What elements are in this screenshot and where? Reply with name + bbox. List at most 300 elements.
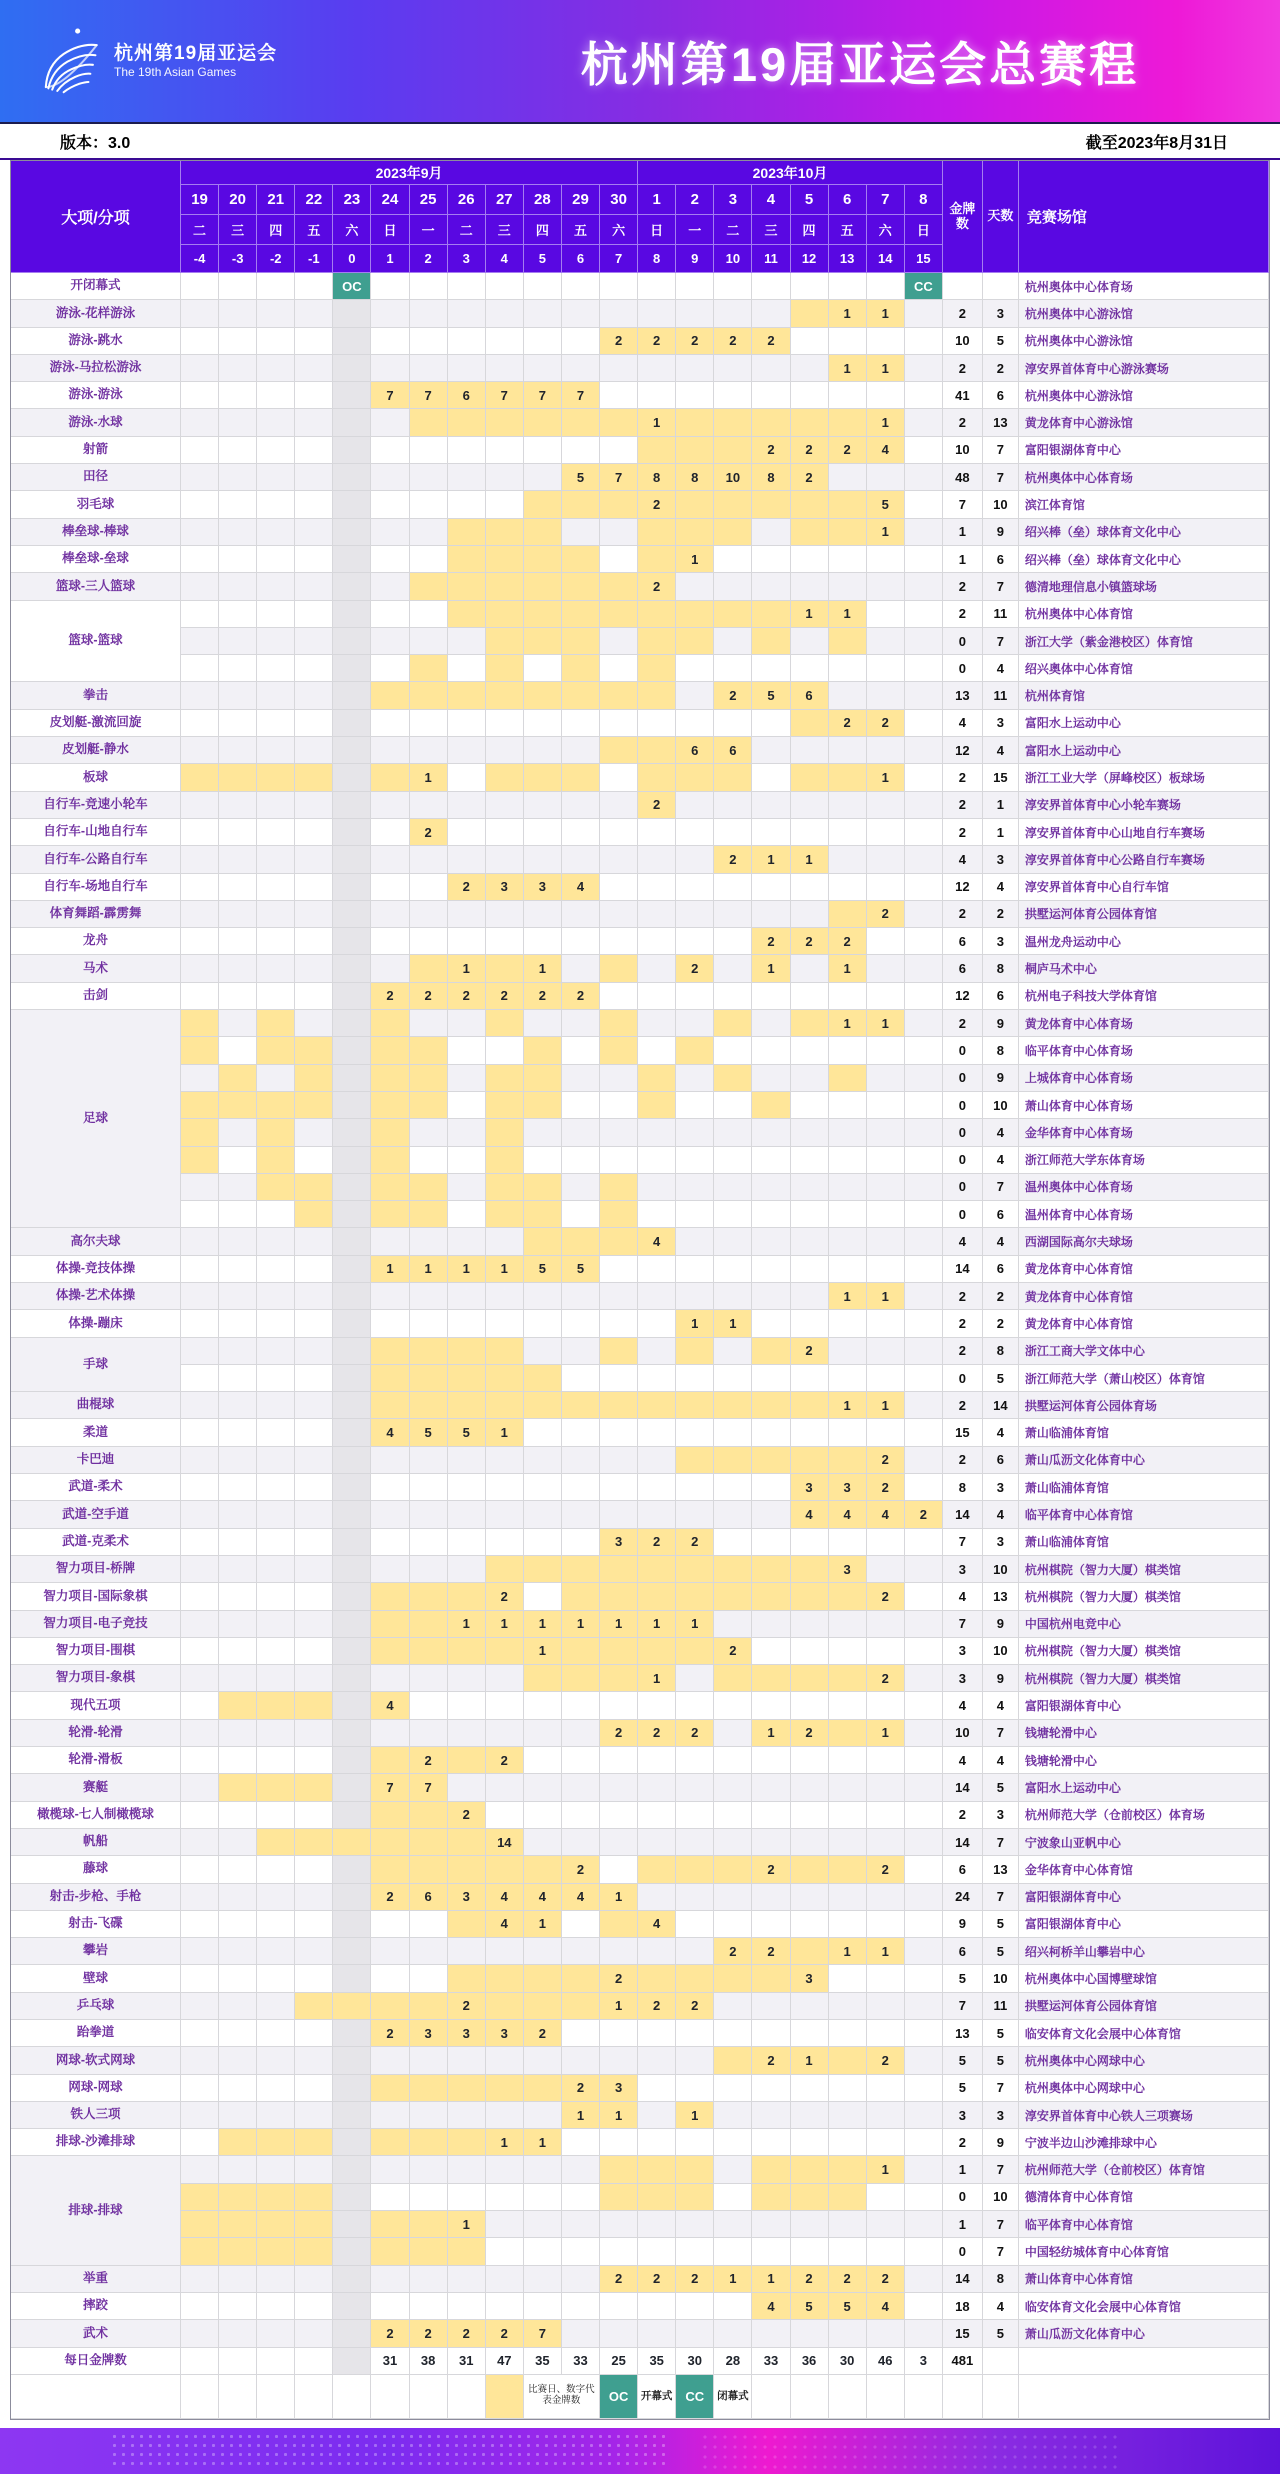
days-count-cell: 9 — [983, 2129, 1019, 2156]
schedule-cell — [371, 355, 409, 382]
schedule-cell — [486, 2184, 524, 2211]
row-label: 马术 — [11, 955, 181, 982]
schedule-cell — [371, 737, 409, 764]
schedule-cell — [448, 2238, 486, 2265]
row-label: 帆船 — [11, 1829, 181, 1856]
schedule-cell — [181, 792, 219, 819]
schedule-cell — [295, 1119, 333, 1146]
schedule-cell — [448, 792, 486, 819]
schedule-cell — [295, 1365, 333, 1392]
logo-block — [38, 26, 388, 96]
schedule-cell — [867, 1092, 905, 1119]
schedule-cell — [600, 1556, 638, 1583]
schedule-cell — [791, 519, 829, 546]
schedule-cell: 2 — [714, 1938, 752, 1965]
days-count-cell: 7 — [983, 1720, 1019, 1747]
gold-count-cell: 0 — [943, 1174, 983, 1201]
schedule-cell — [410, 1338, 448, 1365]
days-count-cell — [983, 273, 1019, 300]
schedule-cell: 2 — [791, 464, 829, 491]
schedule-cell: 5 — [524, 1256, 562, 1283]
schedule-cell — [752, 1965, 790, 1992]
days-count-cell: 3 — [983, 710, 1019, 737]
gold-count-cell: 10 — [943, 1720, 983, 1747]
schedule-cell — [905, 1338, 943, 1365]
schedule-cell — [524, 273, 562, 300]
schedule-cell — [829, 464, 867, 491]
schedule-cell — [371, 1010, 409, 1037]
schedule-cell — [562, 437, 600, 464]
schedule-cell — [905, 2211, 943, 2238]
venue-cell: 黄龙体育中心体育馆 — [1019, 1283, 1269, 1310]
schedule-cell — [181, 1583, 219, 1610]
gold-count-cell: 18 — [943, 2293, 983, 2320]
schedule-cell — [752, 1092, 790, 1119]
schedule-cell: 6 — [410, 1884, 448, 1911]
schedule-cell: 1 — [448, 1611, 486, 1638]
days-count-cell — [983, 2348, 1019, 2375]
schedule-cell — [752, 1638, 790, 1665]
schedule-cell — [219, 1037, 257, 1064]
schedule-cell — [600, 1392, 638, 1419]
schedule-cell: 2 — [600, 1720, 638, 1747]
schedule-cell: 2 — [448, 874, 486, 901]
schedule-cell — [562, 628, 600, 655]
schedule-cell — [600, 1938, 638, 1965]
schedule-cell — [333, 382, 371, 409]
legend-empty — [371, 2375, 409, 2419]
schedule-cell — [219, 573, 257, 600]
schedule-cell — [752, 1201, 790, 1228]
schedule-cell — [333, 601, 371, 628]
schedule-cell — [562, 1037, 600, 1064]
schedule-cell — [676, 2184, 714, 2211]
schedule-cell — [562, 955, 600, 982]
weekday-header: 日 — [638, 215, 676, 245]
schedule-cell — [219, 846, 257, 873]
schedule-cell — [714, 983, 752, 1010]
days-count-cell: 4 — [983, 2293, 1019, 2320]
schedule-cell: 1 — [486, 1611, 524, 1638]
schedule-cell — [486, 1228, 524, 1255]
schedule-cell — [829, 1256, 867, 1283]
row-label: 轮滑-滑板 — [11, 1747, 181, 1774]
schedule-cell — [486, 792, 524, 819]
schedule-cell — [333, 955, 371, 982]
gold-count-cell: 3 — [943, 2102, 983, 2129]
schedule-cell — [448, 1010, 486, 1037]
schedule-cell: 5 — [867, 491, 905, 518]
schedule-cell — [600, 1092, 638, 1119]
schedule-cell — [219, 1338, 257, 1365]
schedule-cell — [295, 2266, 333, 2293]
schedule-cell — [181, 519, 219, 546]
schedule-cell — [181, 1392, 219, 1419]
date-header: 6 — [829, 185, 867, 215]
schedule-cell: 2 — [638, 1993, 676, 2020]
schedule-cell — [219, 819, 257, 846]
schedule-cell — [295, 1556, 333, 1583]
schedule-cell: 1 — [600, 2102, 638, 2129]
schedule-cell: 1 — [600, 1993, 638, 2020]
schedule-cell — [867, 1692, 905, 1719]
daynumber-header: 12 — [791, 245, 829, 273]
schedule-cell — [676, 983, 714, 1010]
schedule-cell — [562, 300, 600, 327]
schedule-cell — [791, 1611, 829, 1638]
schedule-cell — [562, 1010, 600, 1037]
schedule-cell: 2 — [791, 437, 829, 464]
schedule-cell — [448, 901, 486, 928]
schedule-cell — [714, 1993, 752, 2020]
schedule-cell — [448, 846, 486, 873]
date-header: 27 — [486, 185, 524, 215]
schedule-cell — [791, 573, 829, 600]
schedule-cell: 4 — [486, 1884, 524, 1911]
schedule-cell — [448, 464, 486, 491]
schedule-cell — [791, 328, 829, 355]
schedule-cell — [410, 1474, 448, 1501]
schedule-cell — [752, 1501, 790, 1528]
schedule-cell — [486, 1638, 524, 1665]
schedule-cell — [257, 2075, 295, 2102]
schedule-cell — [257, 2129, 295, 2156]
venue-cell: 拱墅运河体育公园体育场 — [1019, 1392, 1269, 1419]
schedule-cell — [486, 2075, 524, 2102]
schedule-cell — [752, 2156, 790, 2183]
schedule-cell — [524, 1556, 562, 1583]
schedule-cell — [371, 1338, 409, 1365]
venue-cell: 杭州棋院（智力大厦）棋类馆 — [1019, 1583, 1269, 1610]
schedule-cell — [867, 1993, 905, 2020]
days-count-cell: 5 — [983, 1774, 1019, 1801]
schedule-cell — [905, 1720, 943, 1747]
schedule-cell — [638, 2075, 676, 2102]
schedule-cell — [371, 846, 409, 873]
schedule-cell — [791, 1119, 829, 1146]
gold-count-cell: 4 — [943, 1583, 983, 1610]
schedule-cell — [638, 2156, 676, 2183]
weekday-header: 三 — [752, 215, 790, 245]
schedule-cell — [371, 710, 409, 737]
schedule-cell — [219, 2211, 257, 2238]
schedule-cell — [257, 1419, 295, 1446]
schedule-cell — [867, 628, 905, 655]
schedule-cell — [676, 1638, 714, 1665]
schedule-cell — [181, 1884, 219, 1911]
schedule-cell — [448, 2047, 486, 2074]
schedule-cell — [486, 1392, 524, 1419]
schedule-cell — [600, 846, 638, 873]
schedule-cell: 1 — [676, 1310, 714, 1337]
schedule-cell — [448, 628, 486, 655]
schedule-cell — [829, 682, 867, 709]
schedule-cell — [486, 846, 524, 873]
schedule-cell — [333, 983, 371, 1010]
schedule-cell — [333, 1310, 371, 1337]
schedule-cell — [257, 1365, 295, 1392]
schedule-cell — [295, 1720, 333, 1747]
schedule-cell — [791, 1583, 829, 1610]
schedule-cell — [219, 2075, 257, 2102]
schedule-cell: 30 — [676, 2348, 714, 2375]
schedule-cell: 2 — [791, 1338, 829, 1365]
schedule-cell: 1 — [676, 1611, 714, 1638]
schedule-cell — [867, 382, 905, 409]
schedule-cell — [676, 1419, 714, 1446]
schedule-cell — [181, 2047, 219, 2074]
schedule-cell — [181, 1993, 219, 2020]
schedule-cell: 10 — [714, 464, 752, 491]
schedule-cell — [714, 1065, 752, 1092]
footer-graphic — [0, 2428, 1280, 2474]
schedule-cell: 1 — [638, 1611, 676, 1638]
schedule-cell — [448, 2129, 486, 2156]
schedule-cell — [257, 1310, 295, 1337]
schedule-cell — [410, 1147, 448, 1174]
schedule-cell: 2 — [638, 328, 676, 355]
schedule-cell — [219, 1365, 257, 1392]
schedule-cell — [905, 2020, 943, 2047]
schedule-cell: 2 — [638, 1720, 676, 1747]
schedule-cell — [295, 2020, 333, 2047]
schedule-cell — [448, 491, 486, 518]
schedule-cell — [905, 1993, 943, 2020]
schedule-cell — [486, 737, 524, 764]
schedule-cell — [371, 1720, 409, 1747]
schedule-cell — [219, 682, 257, 709]
schedule-cell — [562, 928, 600, 955]
schedule-cell — [829, 1310, 867, 1337]
schedule-cell — [676, 1856, 714, 1883]
days-count-cell: 5 — [983, 1938, 1019, 1965]
schedule-cell: 38 — [410, 2348, 448, 2375]
schedule-cell — [867, 1256, 905, 1283]
schedule-cell — [410, 1583, 448, 1610]
schedule-cell — [219, 519, 257, 546]
schedule-cell — [410, 2075, 448, 2102]
schedule-cell — [714, 1338, 752, 1365]
schedule-cell — [829, 1965, 867, 1992]
schedule-cell: 1 — [867, 409, 905, 436]
schedule-cell — [600, 1256, 638, 1283]
days-count-cell: 11 — [983, 1993, 1019, 2020]
schedule-cell — [448, 1938, 486, 1965]
schedule-cell — [486, 2102, 524, 2129]
schedule-cell — [371, 2211, 409, 2238]
gold-count-cell: 2 — [943, 355, 983, 382]
daynumber-header: 3 — [448, 245, 486, 273]
schedule-cell — [219, 409, 257, 436]
schedule-cell: 2 — [410, 819, 448, 846]
schedule-cell — [257, 464, 295, 491]
schedule-cell: 1 — [829, 1010, 867, 1037]
schedule-cell — [600, 409, 638, 436]
schedule-cell — [638, 1037, 676, 1064]
schedule-cell — [181, 1037, 219, 1064]
schedule-cell — [676, 1092, 714, 1119]
days-count-cell: 4 — [983, 737, 1019, 764]
venue-cell: 杭州奥体中心体育馆 — [1019, 601, 1269, 628]
schedule-cell — [676, 382, 714, 409]
schedule-cell — [600, 2156, 638, 2183]
schedule-cell — [676, 1911, 714, 1938]
schedule-cell — [714, 1147, 752, 1174]
schedule-cell — [676, 901, 714, 928]
schedule-cell — [295, 1447, 333, 1474]
schedule-cell: 2 — [867, 1856, 905, 1883]
schedule-cell — [791, 1829, 829, 1856]
schedule-cell: 6 — [714, 737, 752, 764]
schedule-cell — [829, 1174, 867, 1201]
schedule-cell — [600, 1201, 638, 1228]
schedule-cell: 25 — [600, 2348, 638, 2375]
legend-empty — [181, 2375, 219, 2419]
schedule-cell — [371, 1556, 409, 1583]
schedule-cell — [333, 1283, 371, 1310]
schedule-cell — [295, 1392, 333, 1419]
schedule-cell — [867, 1747, 905, 1774]
schedule-cell — [638, 1065, 676, 1092]
schedule-cell — [524, 1993, 562, 2020]
row-label: 赛艇 — [11, 1774, 181, 1801]
schedule-cell — [410, 2047, 448, 2074]
schedule-cell: 1 — [714, 2266, 752, 2293]
schedule-cell — [257, 300, 295, 327]
schedule-cell — [486, 1147, 524, 1174]
schedule-cell — [829, 1228, 867, 1255]
schedule-cell — [524, 437, 562, 464]
schedule-cell — [829, 1338, 867, 1365]
schedule-cell — [486, 1010, 524, 1037]
schedule-cell — [295, 2238, 333, 2265]
days-count-cell: 6 — [983, 1447, 1019, 1474]
schedule-cell — [333, 1501, 371, 1528]
schedule-cell — [676, 601, 714, 628]
schedule-cell — [752, 2238, 790, 2265]
schedule-cell — [181, 1010, 219, 1037]
schedule-cell — [867, 655, 905, 682]
venue-cell: 淳安界首体育中心公路自行车赛场 — [1019, 846, 1269, 873]
schedule-cell: 3 — [829, 1474, 867, 1501]
schedule-cell — [676, 2238, 714, 2265]
schedule-cell — [448, 655, 486, 682]
version-label: 版本：3.0 — [60, 134, 131, 152]
schedule-cell — [219, 437, 257, 464]
schedule-cell — [752, 1474, 790, 1501]
weekday-header: 五 — [829, 215, 867, 245]
schedule-cell — [486, 2047, 524, 2074]
schedule-cell — [257, 1338, 295, 1365]
schedule-cell — [714, 1665, 752, 1692]
schedule-cell — [714, 1829, 752, 1856]
days-count-cell: 6 — [983, 546, 1019, 573]
schedule-cell — [905, 1092, 943, 1119]
row-label: 体操-竞技体操 — [11, 1256, 181, 1283]
schedule-cell — [600, 1829, 638, 1856]
schedule-cell — [295, 1501, 333, 1528]
schedule-cell — [333, 2293, 371, 2320]
schedule-cell: 1 — [638, 409, 676, 436]
schedule-cell — [295, 2184, 333, 2211]
schedule-cell — [829, 2075, 867, 2102]
schedule-cell — [600, 1310, 638, 1337]
gold-count-cell: 14 — [943, 2266, 983, 2293]
schedule-cell — [638, 628, 676, 655]
row-label: 体育舞蹈-霹雳舞 — [11, 901, 181, 928]
schedule-cell — [219, 1611, 257, 1638]
schedule-cell — [752, 1256, 790, 1283]
schedule-cell: 2 — [791, 2266, 829, 2293]
weekday-header: 六 — [600, 215, 638, 245]
schedule-cell — [448, 1747, 486, 1774]
schedule-cell — [524, 1692, 562, 1719]
days-count-cell: 9 — [983, 519, 1019, 546]
schedule-cell — [295, 655, 333, 682]
schedule-cell — [791, 1037, 829, 1064]
schedule-cell — [219, 1501, 257, 1528]
schedule-cell — [486, 1501, 524, 1528]
schedule-cell — [676, 1174, 714, 1201]
schedule-cell — [562, 546, 600, 573]
venue-cell: 钱塘轮滑中心 — [1019, 1720, 1269, 1747]
schedule-cell — [295, 2156, 333, 2183]
schedule-cell — [905, 2293, 943, 2320]
gold-count-cell: 2 — [943, 1010, 983, 1037]
schedule-cell — [829, 628, 867, 655]
schedule-cell — [181, 2075, 219, 2102]
schedule-cell: 31 — [448, 2348, 486, 2375]
schedule-cell — [257, 519, 295, 546]
schedule-cell: 4 — [524, 1884, 562, 1911]
schedule-cell — [791, 955, 829, 982]
schedule-cell — [524, 1119, 562, 1146]
schedule-cell — [638, 1556, 676, 1583]
schedule-cell — [181, 1911, 219, 1938]
schedule-cell — [181, 1228, 219, 1255]
days-count-cell: 7 — [983, 464, 1019, 491]
schedule-cell — [752, 2075, 790, 2102]
schedule-cell — [791, 1447, 829, 1474]
schedule-cell: 1 — [829, 355, 867, 382]
venue-cell: 杭州奥体中心游泳馆 — [1019, 300, 1269, 327]
schedule-cell — [219, 928, 257, 955]
schedule-cell — [486, 1447, 524, 1474]
schedule-cell — [524, 1037, 562, 1064]
schedule-cell — [371, 1147, 409, 1174]
schedule-cell — [524, 2184, 562, 2211]
row-label: 游泳-游泳 — [11, 382, 181, 409]
schedule-cell — [829, 1419, 867, 1446]
schedule-cell — [791, 1283, 829, 1310]
schedule-cell — [219, 1119, 257, 1146]
schedule-cell — [600, 1119, 638, 1146]
schedule-cell — [714, 1037, 752, 1064]
gold-count-cell: 5 — [943, 1965, 983, 1992]
schedule-cell: 2 — [638, 573, 676, 600]
venue-cell: 钱塘轮滑中心 — [1019, 1747, 1269, 1774]
schedule-cell — [486, 1665, 524, 1692]
days-count-cell: 10 — [983, 491, 1019, 518]
schedule-cell — [295, 2211, 333, 2238]
schedule-cell — [676, 1228, 714, 1255]
schedule-cell — [562, 1965, 600, 1992]
schedule-cell — [486, 546, 524, 573]
schedule-cell — [524, 655, 562, 682]
schedule-cell — [333, 2020, 371, 2047]
schedule-cell — [219, 1665, 257, 1692]
schedule-cell — [257, 1611, 295, 1638]
